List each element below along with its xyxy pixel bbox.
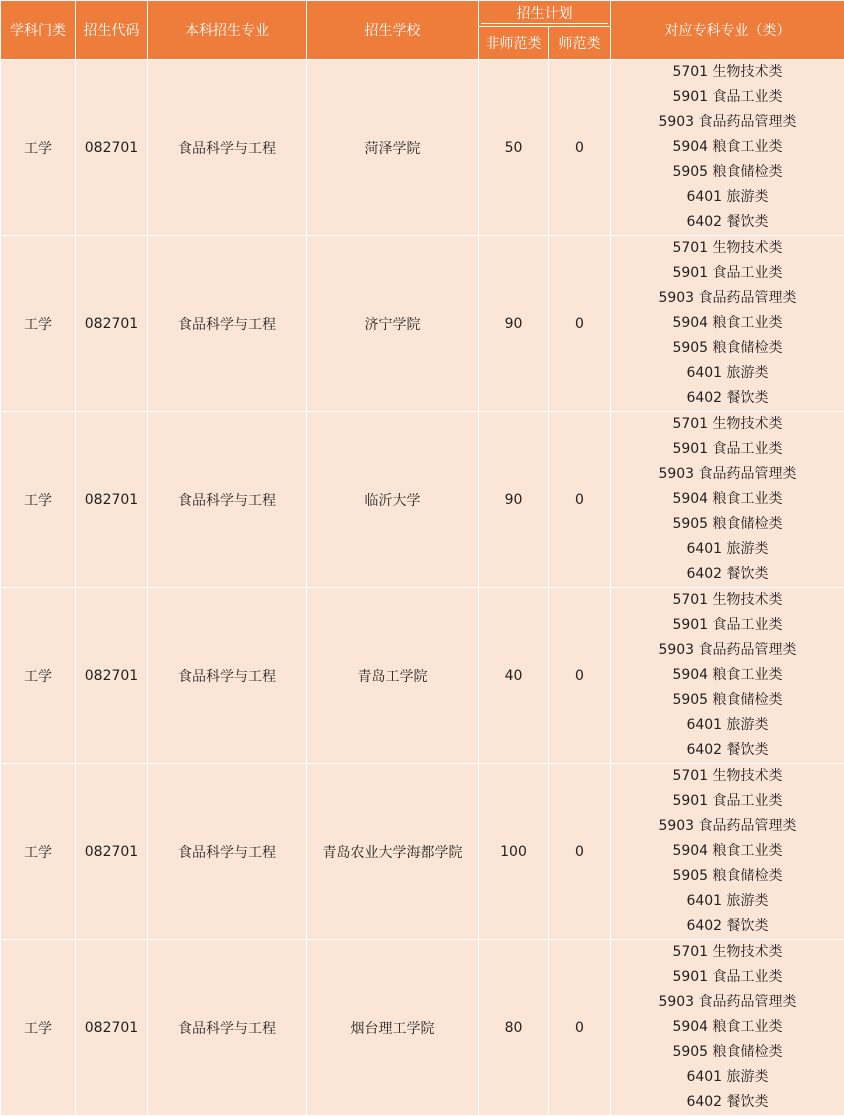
cell-vocational — [611, 940, 844, 1116]
vocational-major-item: 5701 生物技术类 — [611, 60, 844, 85]
table-row — [1, 236, 844, 412]
vocational-major-item: 5905 粮食储检类 — [611, 688, 844, 713]
header-plan — [479, 1, 611, 27]
cell-school: 济宁学院 — [307, 236, 479, 412]
cell-code: 082701 — [76, 236, 148, 412]
header-non-teacher: 非师范类 — [479, 27, 549, 60]
cell-category: 工学 — [1, 236, 76, 412]
cell-code: 082701 — [76, 60, 148, 236]
cell-major: 食品科学与工程 — [148, 588, 307, 764]
cell-non-teacher: 90 — [479, 412, 549, 588]
cell-non-teacher: 50 — [479, 60, 549, 236]
vocational-major-item: 5905 粮食储检类 — [611, 160, 844, 185]
vocational-major-item: 6402 餐饮类 — [611, 210, 844, 235]
vocational-major-item: 5701 生物技术类 — [611, 940, 844, 965]
vocational-major-item: 5901 食品工业类 — [611, 965, 844, 990]
header-major: 本科招生专业 — [148, 1, 307, 60]
cell-major: 食品科学与工程 — [148, 940, 307, 1116]
cell-school: 青岛农业大学海都学院 — [307, 764, 479, 940]
cell-vocational — [611, 412, 844, 588]
header-teacher: 师范类 — [549, 27, 611, 60]
vocational-major-item: 6402 餐饮类 — [611, 914, 844, 939]
vocational-major-item: 5904 粮食工业类 — [611, 487, 844, 512]
table-row — [1, 588, 844, 764]
cell-category: 工学 — [1, 60, 76, 236]
cell-non-teacher: 100 — [479, 764, 549, 940]
vocational-major-item: 5905 粮食储检类 — [611, 1040, 844, 1065]
vocational-major-item: 6402 餐饮类 — [611, 738, 844, 763]
cell-category: 工学 — [1, 412, 76, 588]
vocational-major-item: 5901 食品工业类 — [611, 613, 844, 638]
header-code: 招生代码 — [76, 1, 148, 60]
vocational-major-item: 5903 食品药品管理类 — [611, 638, 844, 663]
table-body — [1, 60, 844, 1116]
vocational-major-item: 5905 粮食储检类 — [611, 864, 844, 889]
cell-category: 工学 — [1, 764, 76, 940]
cell-teacher: 0 — [549, 236, 611, 412]
vocational-major-item: 5904 粮食工业类 — [611, 663, 844, 688]
vocational-major-item: 6402 餐饮类 — [611, 386, 844, 411]
cell-vocational — [611, 60, 844, 236]
cell-teacher: 0 — [549, 764, 611, 940]
vocational-major-item: 6401 旅游类 — [611, 537, 844, 562]
vocational-major-item: 5904 粮食工业类 — [611, 311, 844, 336]
vocational-major-item: 5901 食品工业类 — [611, 789, 844, 814]
table-row — [1, 764, 844, 940]
header-vocational: 对应专科专业（类） — [611, 1, 844, 60]
cell-school: 青岛工学院 — [307, 588, 479, 764]
vocational-major-item: 5701 生物技术类 — [611, 236, 844, 261]
vocational-major-item: 5903 食品药品管理类 — [611, 286, 844, 311]
cell-teacher: 0 — [549, 412, 611, 588]
vocational-major-item: 5904 粮食工业类 — [611, 839, 844, 864]
vocational-major-item: 6401 旅游类 — [611, 361, 844, 386]
cell-non-teacher: 40 — [479, 588, 549, 764]
cell-major: 食品科学与工程 — [148, 236, 307, 412]
table-header — [1, 1, 844, 60]
vocational-major-item: 5901 食品工业类 — [611, 85, 844, 110]
vocational-major-item: 5701 生物技术类 — [611, 412, 844, 437]
cell-category: 工学 — [1, 940, 76, 1116]
vocational-major-item: 5903 食品药品管理类 — [611, 814, 844, 839]
vocational-major-item: 6402 餐饮类 — [611, 1090, 844, 1115]
cell-teacher: 0 — [549, 940, 611, 1116]
cell-vocational — [611, 764, 844, 940]
header-school: 招生学校 — [307, 1, 479, 60]
cell-category: 工学 — [1, 588, 76, 764]
cell-non-teacher: 90 — [479, 236, 549, 412]
cell-major: 食品科学与工程 — [148, 764, 307, 940]
cell-teacher: 0 — [549, 588, 611, 764]
vocational-major-item: 5905 粮食储检类 — [611, 512, 844, 537]
vocational-major-item: 5905 粮食储检类 — [611, 336, 844, 361]
cell-school: 菏泽学院 — [307, 60, 479, 236]
vocational-major-item: 5903 食品药品管理类 — [611, 990, 844, 1015]
vocational-major-item: 6401 旅游类 — [611, 713, 844, 738]
cell-major: 食品科学与工程 — [148, 412, 307, 588]
vocational-major-item: 5903 食品药品管理类 — [611, 462, 844, 487]
cell-code: 082701 — [76, 588, 148, 764]
cell-code: 082701 — [76, 940, 148, 1116]
cell-teacher: 0 — [549, 60, 611, 236]
cell-school: 烟台理工学院 — [307, 940, 479, 1116]
vocational-major-item: 5904 粮食工业类 — [611, 1015, 844, 1040]
vocational-major-item: 6402 餐饮类 — [611, 562, 844, 587]
cell-vocational — [611, 588, 844, 764]
cell-code: 082701 — [76, 764, 148, 940]
vocational-major-item: 5901 食品工业类 — [611, 261, 844, 286]
vocational-major-item: 6401 旅游类 — [611, 889, 844, 914]
header-category: 学科门类 — [1, 1, 76, 60]
cell-vocational — [611, 236, 844, 412]
cell-school: 临沂大学 — [307, 412, 479, 588]
vocational-major-item: 5701 生物技术类 — [611, 764, 844, 789]
cell-non-teacher: 80 — [479, 940, 549, 1116]
cell-code: 082701 — [76, 412, 148, 588]
vocational-major-item: 5901 食品工业类 — [611, 437, 844, 462]
table-row — [1, 412, 844, 588]
cell-major: 食品科学与工程 — [148, 60, 307, 236]
table-row — [1, 60, 844, 236]
header-plan-label: 招生计划 — [481, 3, 608, 24]
vocational-major-item: 5701 生物技术类 — [611, 588, 844, 613]
vocational-major-item: 6401 旅游类 — [611, 1065, 844, 1090]
table-row — [1, 940, 844, 1116]
vocational-major-item: 6401 旅游类 — [611, 185, 844, 210]
vocational-major-item: 5904 粮食工业类 — [611, 135, 844, 160]
vocational-major-item: 5903 食品药品管理类 — [611, 110, 844, 135]
